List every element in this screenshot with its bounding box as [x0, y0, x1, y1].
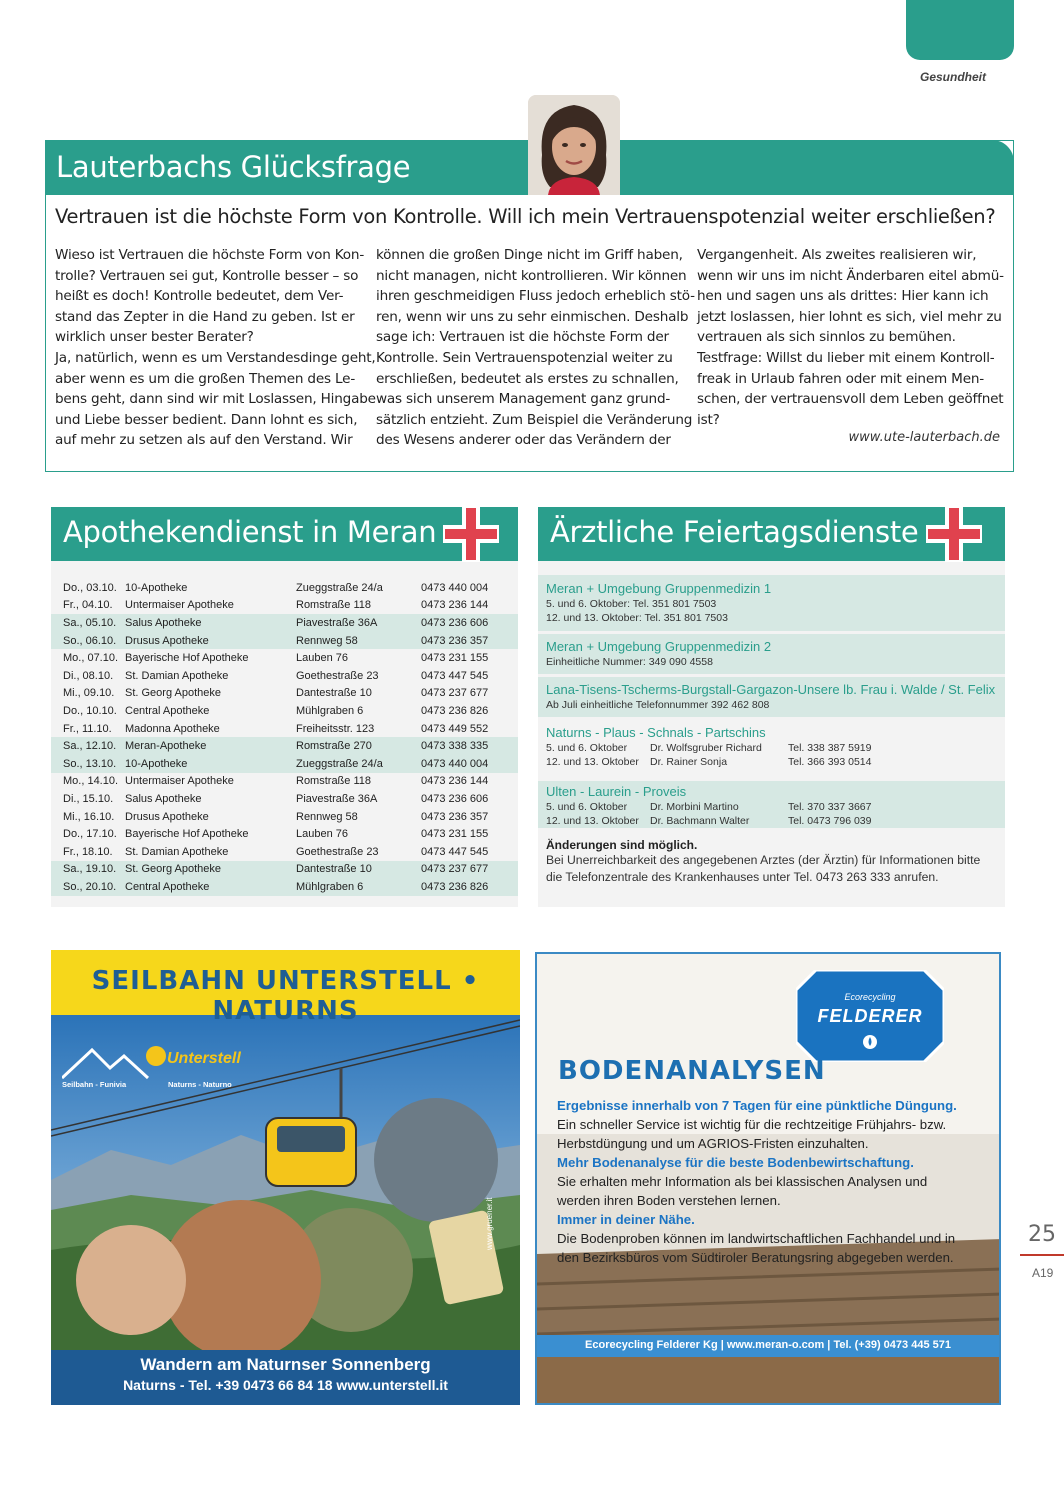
address-cell: Romstraße 118 [296, 599, 371, 612]
pharmacy-row [51, 825, 518, 843]
pharmacy-row [51, 702, 518, 720]
page-code: A19 [1032, 1266, 1054, 1280]
pharmacy-name-cell: St. Damian Apotheke [125, 845, 229, 858]
boden-text: den Bezirksbüros vom Südtiroler Beratungsring abgegeben werden. [557, 1250, 954, 1265]
doctors-title: Ärztliche Feiertagsdienste [550, 515, 919, 549]
text-line: des Wesens anderer oder das Verändern der [376, 432, 671, 449]
logo-small-text: Ecorecycling [844, 992, 896, 1002]
address-cell: Rennweg 58 [296, 810, 358, 823]
pharmacy-row [51, 861, 518, 879]
phone-cell: 0473 449 552 [421, 722, 489, 735]
photo-credit: www.gruener.it [485, 1197, 494, 1250]
text-line: jetzt loslassen, hier lohnt es sich, viel mehr zu [697, 308, 1002, 325]
phone-cell: 0473 236 357 [421, 810, 489, 823]
pharmacy-row [51, 632, 518, 650]
boden-text: Ein schneller Service ist wichtig für die rechtzeitige Frühjahrs- bzw. [557, 1117, 947, 1132]
text-line: Wieso ist Vertrauen die höchste Form von Kon- [55, 247, 365, 263]
date-cell: Mi., 09.10. [63, 687, 115, 700]
logo-sub-left: Seilbahn - Funivia [62, 1080, 127, 1089]
phone-cell: 0473 231 155 [421, 828, 489, 841]
text-line: wirklich unser bester Berater? [55, 329, 254, 346]
phone-cell: 0473 447 545 [421, 845, 489, 858]
phone-cell: 0473 236 357 [421, 634, 489, 647]
pharmacy-row [51, 790, 518, 808]
date-cell: Sa., 05.10. [63, 616, 117, 629]
article-column-2 [376, 245, 695, 451]
phone-cell: 0473 338 335 [421, 740, 489, 753]
note-line: Bei Unerreichbarkeit des angegebenen Arztes (der Ärztin) für Informationen bitte [546, 853, 981, 867]
section-tab [906, 0, 1014, 60]
address-cell: Romstraße 270 [296, 740, 372, 753]
address-cell: Goethestraße 23 [296, 669, 379, 682]
text-line: erschließen, bedeutet als erstes zu schnallen, [376, 370, 679, 387]
pharmacy-name-cell: Drusus Apotheke [125, 810, 209, 823]
doctor-group-name: Lana-Tisens-Tscherms-Burgstall-Gargazon-Unsere lb. Frau i. Walde / St. Felix [546, 682, 996, 697]
date-cell: So., 06.10. [63, 634, 117, 647]
pharmacy-row [51, 808, 518, 826]
note-text [546, 852, 1001, 886]
doctor-group [538, 781, 1005, 828]
address-cell: Mühlgraben 6 [296, 704, 364, 717]
pharmacy-name-cell: Untermaiser Apotheke [125, 775, 234, 788]
pharmacy-row [51, 667, 518, 685]
text-line: Ja, natürlich, wenn es um Verstandesdinge geht, [55, 349, 376, 366]
text-line: sätzlich entzieht. Zum Beispiel die Veränderung [376, 411, 693, 428]
date-cell: Do., 17.10. [63, 828, 117, 841]
address-cell: Piavestraße 36A [296, 616, 378, 629]
pharmacy-title: Apothekendienst in Meran [63, 515, 437, 549]
pharmacy-row [51, 843, 518, 861]
address-cell: Dantestraße 10 [296, 863, 372, 876]
pharmacy-name-cell: St. Damian Apotheke [125, 669, 229, 682]
boden-text: Sie erhalten mehr Information als bei klassischen Analysen und [557, 1174, 928, 1189]
date-cell: Sa., 12.10. [63, 740, 117, 753]
boden-text: Herbstdüngung und um AGRIOS-Fristen einzuhalten. [557, 1136, 869, 1151]
text-line: ihren geschmeidigen Fluss jedoch erheblich stö- [376, 288, 695, 305]
pharmacy-name-cell: St. Georg Apotheke [125, 863, 222, 876]
date-cell: Mo., 14.10. [63, 775, 119, 788]
date-cell: Do., 03.10. [63, 581, 117, 594]
doctor-group [538, 677, 1005, 717]
doctor-group-name: Meran + Umgebung Gruppenmedizin 2 [546, 639, 772, 654]
text-line: Kontrolle. Sein Vertrauenspotenzial weiter zu [376, 349, 673, 366]
pharmacy-row [51, 720, 518, 738]
logo-brand: FELDERER [817, 1006, 923, 1026]
page-number: 25 [1028, 1222, 1056, 1247]
date-cell: Do., 10.10. [63, 704, 117, 717]
boden-title: BODENANALYSEN [558, 1056, 826, 1086]
note-title: Änderungen sind möglich. [546, 838, 698, 852]
doctor-group [538, 720, 1005, 778]
date-cell: Di., 08.10. [63, 669, 114, 682]
pharmacy-name-cell: Meran-Apotheke [125, 740, 207, 753]
address-cell: Rennweg 58 [296, 634, 358, 647]
phone-cell: 0473 440 004 [421, 581, 489, 594]
pharmacy-row [51, 755, 518, 773]
text-line: heißt es doch! Kontrolle bedeutet, dem Ver- [55, 288, 344, 305]
boden-heading: Immer in deiner Nähe. [557, 1212, 695, 1227]
text-line: aber wenn es um die großen Themen des Le- [55, 370, 356, 387]
article-column-3 [697, 245, 1009, 430]
date-cell: Di., 15.10. [63, 792, 114, 805]
pharmacy-name-cell: Salus Apotheke [125, 792, 202, 805]
text-line: was sich unserem Management ganz grund- [376, 391, 671, 408]
pharmacy-row [51, 878, 518, 896]
text-line: trolle? Vertrauen sei gut, Kontrolle besser – so [55, 267, 359, 284]
pharmacy-name-cell: Drusus Apotheke [125, 634, 209, 647]
pharmacy-row [51, 773, 518, 791]
medical-cross-icon [443, 506, 499, 562]
text-line: und Liebe besser bedient. Dann lohnt es sich, [55, 411, 358, 428]
text-line: sage ich: Vertrauen ist die höchste Form der [376, 329, 669, 346]
boden-text: Die Bodenproben können im landwirtschaftlichen Fachhandel und in [557, 1231, 956, 1246]
seilbahn-title: SEILBAHN UNTERSTELL • NATURNS [91, 966, 480, 1026]
pharmacy-row [51, 597, 518, 615]
text-line: ren, wenn wir uns zu sehr einmischen. Deshalb [376, 308, 689, 325]
author-portrait [528, 95, 620, 195]
address-cell: Zueggstraße 24/a [296, 581, 383, 594]
boden-text: werden ihren Boden verstehen lernen. [557, 1193, 781, 1208]
text-line: können die großen Dinge nicht im Griff haben, [376, 247, 683, 263]
phone-cell: 0473 237 677 [421, 863, 489, 876]
address-cell: Mühlgraben 6 [296, 880, 364, 893]
doctor-line: Ab Juli einheitliche Telefonnummer 392 462 808 [546, 699, 770, 711]
address-cell: Dantestraße 10 [296, 687, 372, 700]
phone-cell: 0473 440 004 [421, 757, 489, 770]
pharmacy-name-cell: Bayerische Hof Apotheke [125, 828, 249, 841]
doctor-group-name: Meran + Umgebung Gruppenmedizin 1 [546, 581, 772, 596]
pharmacy-name-cell: Untermaiser Apotheke [125, 599, 234, 612]
pharmacy-name-cell: 10-Apotheke [125, 757, 188, 770]
pharmacy-name-cell: Salus Apotheke [125, 616, 202, 629]
article-title: Lauterbachs Glücksfrage [56, 150, 411, 184]
text-line: nicht managen, nicht kontrollieren. Wir können [376, 267, 687, 284]
date-cell: Sa., 19.10. [63, 863, 117, 876]
date-cell: Fr., 04.10. [63, 599, 113, 612]
date-cell: So., 13.10. [63, 757, 117, 770]
phone-cell: 0473 236 826 [421, 880, 489, 893]
doctor-line: 5. und 6. Oktober: Tel. 351 801 7503 [546, 598, 717, 610]
doctor-group [538, 575, 1005, 631]
doctor-line: 12. und 13. Oktober: Tel. 351 801 7503 [546, 612, 728, 624]
doctor-group [538, 634, 1005, 674]
address-cell: Lauben 76 [296, 828, 348, 841]
text-line: schen, der vertrauensvoll dem Leben geöffnet [697, 391, 1004, 408]
seilbahn-slogan: Wandern am Naturnser Sonnenberg [140, 1355, 431, 1374]
medical-cross-icon [926, 506, 982, 562]
felderer-logo [796, 970, 944, 1062]
date-cell: Mi., 16.10. [63, 810, 115, 823]
text-line: auf mehr zu setzen als auf den Verstand. Wir [55, 432, 353, 449]
pharmacy-row [51, 579, 518, 597]
doctor-line: Einheitliche Nummer: 349 090 4558 [546, 656, 713, 668]
phone-cell: 0473 231 155 [421, 652, 489, 665]
section-label: Gesundheit [919, 70, 986, 84]
logo-wordmark: Unterstell [167, 1050, 241, 1067]
date-cell: So., 20.10. [63, 880, 117, 893]
doctor-line: 5. und 6. Oktober Dr. Morbini Martino Tel. 370 337 3667 [546, 801, 872, 813]
boden-heading: Ergebnisse innerhalb von 7 Tagen für eine pünktliche Düngung. [557, 1098, 957, 1113]
text-line: Vergangenheit. Als zweites realisieren wir, [697, 247, 977, 263]
pharmacy-row [51, 649, 518, 667]
pharmacy-row [51, 737, 518, 755]
phone-cell: 0473 236 606 [421, 616, 489, 629]
address-cell: Lauben 76 [296, 652, 348, 665]
date-cell: Fr., 11.10. [63, 722, 112, 735]
doctor-group-name: Ulten - Laurein - Proveis [546, 784, 687, 799]
article-column-1 [55, 245, 376, 451]
phone-cell: 0473 236 144 [421, 775, 489, 788]
address-cell: Romstraße 118 [296, 775, 371, 788]
pharmacy-name-cell: Central Apotheke [125, 704, 210, 717]
text-line: bens geht, dann sind wir mit Loslassen, Hingabe [55, 391, 376, 408]
doctor-line: 12. und 13. Oktober Dr. Bachmann Walter Tel. 0473 796 039 [546, 815, 872, 827]
pharmacy-name-cell: Central Apotheke [125, 880, 210, 893]
pharmacy-name-cell: Madonna Apotheke [125, 722, 220, 735]
address-cell: Piavestraße 36A [296, 792, 378, 805]
text-line: stand das Zepter in die Hand zu geben. Ist er [55, 308, 355, 325]
phone-cell: 0473 236 144 [421, 599, 489, 612]
article-question: Vertrauen ist die höchste Form von Kontrolle. Will ich mein Vertrauenspotenzial weiter erschließen? [55, 205, 996, 228]
logo-sub-right: Naturns - Naturno [168, 1080, 232, 1089]
boden-footer-contact[interactable]: Ecorecycling Felderer Kg | www.meran-o.com | Tel. (+39) 0473 445 571 [585, 1339, 951, 1351]
pharmacy-table [51, 579, 518, 896]
author-website-link[interactable]: www.ute-lauterbach.de [848, 430, 1000, 445]
page-number-rule [1020, 1254, 1064, 1256]
pharmacy-name-cell: Bayerische Hof Apotheke [125, 652, 249, 665]
boden-heading: Mehr Bodenanalyse für die beste Bodenbewirtschaftung. [557, 1155, 914, 1170]
text-line: hen und sagen uns als drittes: Hier kann ich [697, 288, 989, 305]
pharmacy-name-cell: 10-Apotheke [125, 581, 188, 594]
text-line: freak in Urlaub fahren oder mit einem Men- [697, 370, 984, 387]
boden-body [557, 1096, 987, 1267]
phone-cell: 0473 237 677 [421, 687, 489, 700]
seilbahn-contact[interactable]: Naturns - Tel. +39 0473 66 84 18 www.unterstell.it [123, 1377, 448, 1393]
note-line: die Telefonzentrale des Krankenhauses unter Tel. 0473 263 333 anrufen. [546, 870, 939, 884]
phone-cell: 0473 236 826 [421, 704, 489, 717]
pharmacy-row [51, 614, 518, 632]
address-cell: Goethestraße 23 [296, 845, 379, 858]
address-cell: Zueggstraße 24/a [296, 757, 383, 770]
doctors-note [546, 838, 1001, 886]
text-line: ist? [697, 411, 720, 428]
text-line: wenn wir uns im nicht Änderbaren eitel abmü- [697, 267, 1004, 284]
text-line: vertrauen als sich sinnlos zu bemühen. [697, 329, 956, 346]
doctor-line: 12. und 13. Oktober Dr. Rainer Sonja Tel. 366 393 0514 [546, 756, 872, 768]
date-cell: Mo., 07.10. [63, 652, 119, 665]
unterstell-logo [62, 1038, 262, 1095]
date-cell: Fr., 18.10. [63, 845, 113, 858]
pharmacy-name-cell: St. Georg Apotheke [125, 687, 222, 700]
address-cell: Freiheitsstr. 123 [296, 722, 375, 735]
doctor-line: 5. und 6. Oktober Dr. Wolfsgruber Richard Tel. 338 387 5919 [546, 742, 872, 754]
doctor-group-name: Naturns - Plaus - Schnals - Partschins [546, 725, 766, 740]
text-line: Testfrage: Willst du lieber mit einem Kontroll- [697, 349, 995, 366]
pharmacy-row [51, 685, 518, 703]
phone-cell: 0473 236 606 [421, 792, 489, 805]
phone-cell: 0473 447 545 [421, 669, 489, 682]
